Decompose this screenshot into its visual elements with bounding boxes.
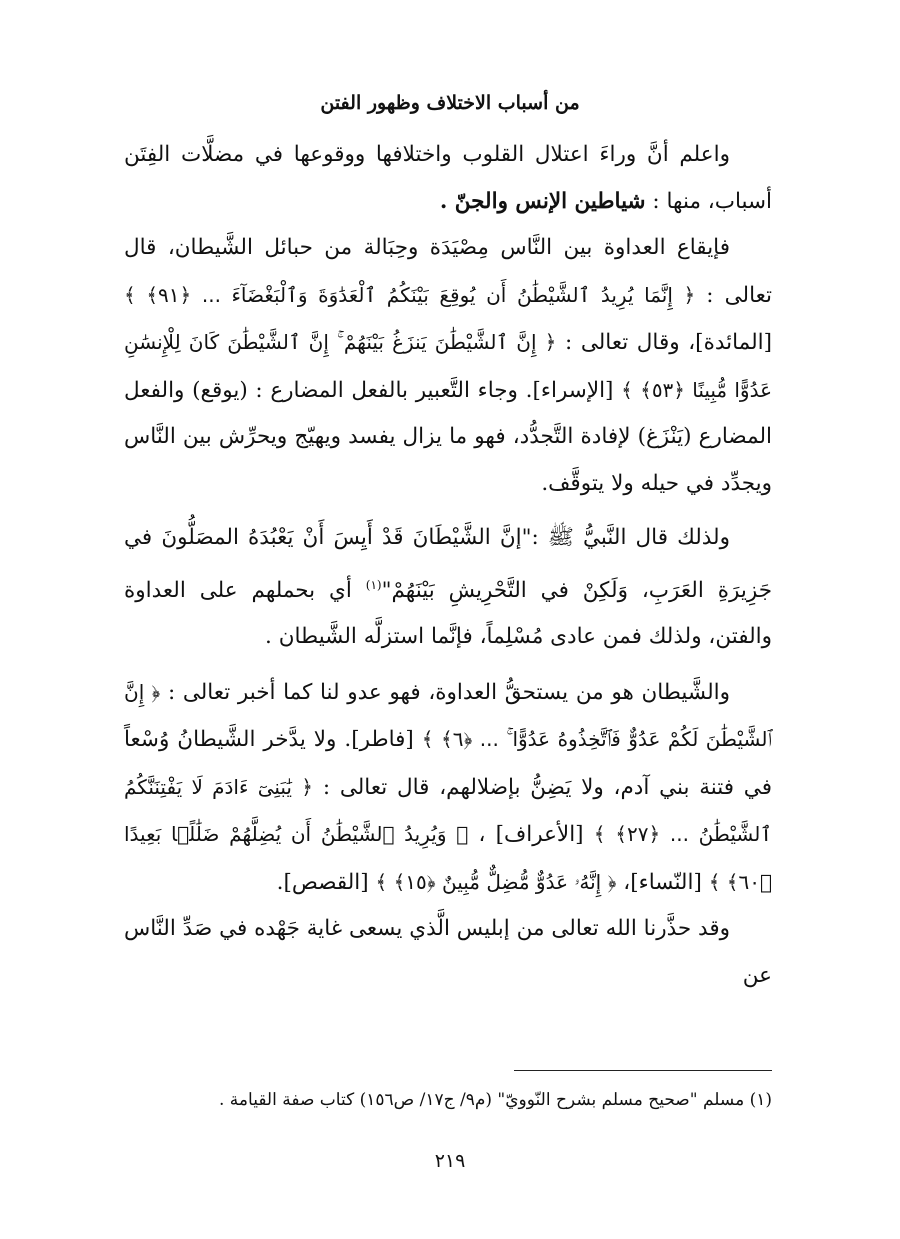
paragraph-4 xyxy=(124,669,772,907)
paragraph-1-bold-phrase: شياطين الإنس والجنّ . xyxy=(439,188,646,214)
hadith-commentary: أي بحملهم على العداوة والفتن، ولذلك فمن عادى مُسْلِماً، فإنَّما استزلَّه الشَّيطان . xyxy=(124,577,772,650)
page-number: ٢١٩ xyxy=(434,1150,466,1172)
footnote: (١) مسلم "صحيح مسلم بشرح النّوويّ" (م٩/ ج١٧/ ص١٥٦) كتاب صفة القيامة . xyxy=(218,1090,772,1110)
quran-verse-qasas: ﴿ إِنَّهُۥ عَدُوٌّ مُّضِلٌّ مُّبِينٌ ﴿١٥﴾ ﴾ xyxy=(375,869,617,894)
footnote-separator xyxy=(514,1070,772,1071)
quran-verse-maidah: ﴿ إِنَّمَا يُرِيدُ ٱلشَّيْطَٰنُ أَن يُوقِعَ بَيْنَكُمُ ٱلْعَدَٰوَةَ وَٱلْبَغْضَآءَ ... ﴿٩١﴾ ﴾ xyxy=(124,282,696,307)
paragraph-4-ref-4: [القصص]. xyxy=(276,869,369,895)
paragraph-2 xyxy=(124,225,772,507)
paragraph-2-commentary: [الإسراء]. وجاء التَّعبير بالفعل المضارع : (يوقع) والفعل المضارع (يَنْزَغ) لإفادة التَّجدُّد، فهو ما يزال يفسد ويهيّج ويحرِّش بين النَّاس ويجدِّد في حيله ولا يتوقَّف. xyxy=(124,377,772,496)
quran-verse-nisa: ﴿ وَيُرِيدُ ٱلشَّيْطَٰنُ أَن يُضِلَّهُمْ ضَلَٰلًۢا بَعِيدًا ﴿٦٠﴾ ﴾ xyxy=(124,822,772,894)
section-heading: من أسباب الاختلاف وظهور الفتن xyxy=(320,92,580,114)
quran-verse-fatir: ﴿ إِنَّ ٱلشَّيْطَٰنَ لَكُمْ عَدُوٌّ فَٱتَّخِذُوهُ عَدُوًّا ۚ ... ﴿٦﴾ ﴾ xyxy=(124,679,772,752)
paragraph-4-intro: والشَّيطان هو من يستحقُّ العداوة، فهو عدو لنا كما أخبر تعالى : xyxy=(167,679,730,705)
quran-verse-isra: ﴿ إِنَّ ٱلشَّيْطَٰنَ يَنزَغُ بَيْنَهُمْ ۚ إِنَّ ٱلشَّيْطَٰنَ كَانَ لِلْإِنسَٰنِ عَدُوًّا مُّبِينًا ﴿٥٣﴾ ﴾ xyxy=(124,330,773,402)
paragraph-4-ref-3: [النّساء]، xyxy=(623,869,702,895)
paragraph-2-ref-1: [المائدة]، وقال تعالى : xyxy=(564,330,772,355)
paragraph-5-text: وقد حذَّرنا الله تعالى من إبليس الَّذي يسعى غاية جَهْده في صَدِّ النَّاس عن xyxy=(124,916,772,988)
paragraph-1 xyxy=(124,132,772,225)
paragraph-4-ref-2: [الأعراف] ، xyxy=(478,822,584,848)
paragraph-5 xyxy=(124,906,772,999)
paragraph-4-ref-1: [فاطر]. ولا يدَّخر الشَّيطانُ وُسْعاً في فتنة بني آدم، ولا يَضِنُّ بإضلالهم، قال تعالى : xyxy=(124,727,772,800)
hadith-text: ولذلك قال النَّبيُّ ﷺ :"إنَّ الشَّيْطَانَ قَدْ أَيِسَ أَنْ يَعْبُدَهُ المصَلُّونَ في جَزِيرَةِ العَرَبِ، وَلَكِنْ في التَّحْرِيشِ بَيْنَهُمْ" xyxy=(124,525,772,603)
body-text xyxy=(124,132,772,999)
quran-verse-araf: ﴿ يَٰبَنِىٓ ءَادَمَ لَا يَفْتِنَنَّكُمُ ٱلشَّيْطَٰنُ ... ﴿٢٧﴾ ﴾ xyxy=(124,774,773,847)
footnote-reference: (١) xyxy=(365,577,382,592)
paragraph-2-intro: فإيقاع العداوة بين النَّاس مِصْيَدَة وحِبَالة من حبائل الشَّيطان، قال تعالى : xyxy=(124,235,772,308)
paragraph-3 xyxy=(124,515,772,661)
paragraph-1-text: واعلم أنَّ وراءَ اعتلال القلوب واختلافها ووقوعها في مضلَّات الفِتَن أسباب، منها : xyxy=(124,142,772,214)
